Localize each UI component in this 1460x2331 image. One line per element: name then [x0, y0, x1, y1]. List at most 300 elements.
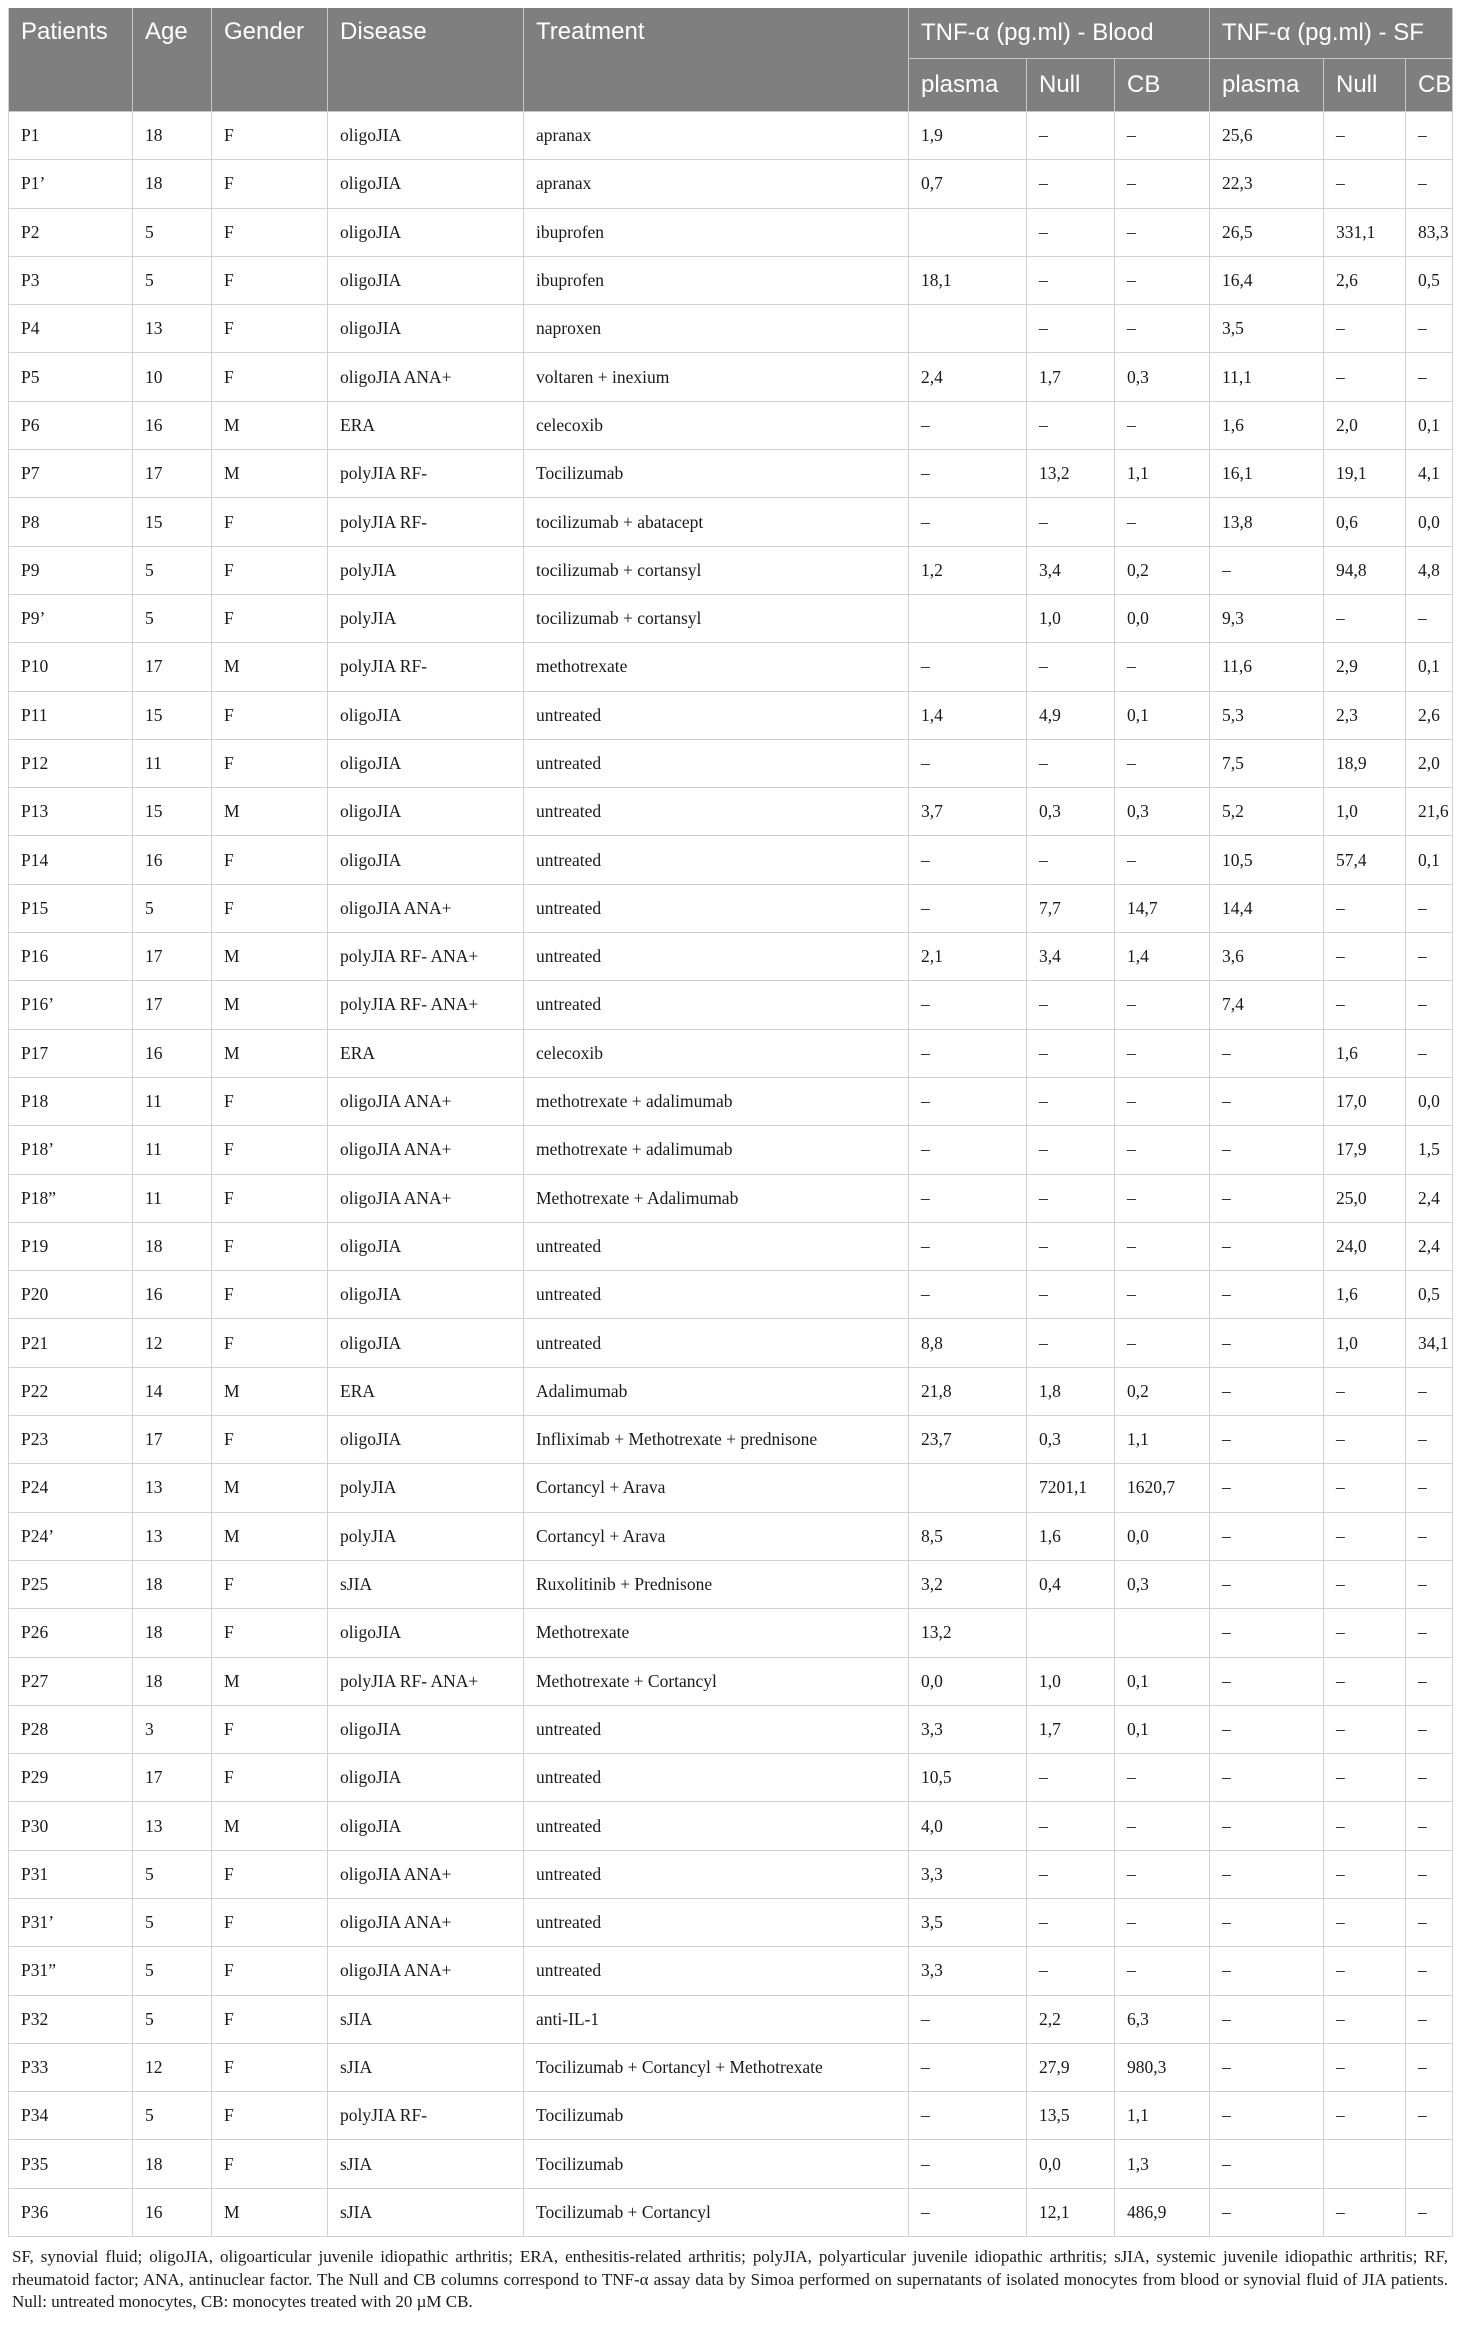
cell-sf-plasma: – [1210, 1126, 1324, 1174]
cell-sf-plasma: 5,3 [1210, 691, 1324, 739]
cell-gender: F [212, 546, 328, 594]
cell-sf-plasma: – [1210, 1850, 1324, 1898]
cell-blood-plasma: 3,2 [909, 1560, 1027, 1608]
cell-blood-cb [1115, 1609, 1210, 1657]
cell-sf-null: 1,6 [1324, 1029, 1406, 1077]
cell-blood-cb: – [1115, 1029, 1210, 1077]
cell-sf-null: 2,0 [1324, 401, 1406, 449]
cell-blood-plasma: – [909, 450, 1027, 498]
cell-disease: sJIA [328, 2188, 524, 2236]
cell-blood-plasma: 0,0 [909, 1657, 1027, 1705]
cell-age: 13 [133, 1512, 212, 1560]
cell-disease: oligoJIA [328, 1319, 524, 1367]
cell-sf-cb: – [1406, 981, 1453, 1029]
cell-blood-cb: – [1115, 401, 1210, 449]
cell-blood-cb: 0,3 [1115, 788, 1210, 836]
cell-blood-plasma: 4,0 [909, 1802, 1027, 1850]
cell-blood-cb: – [1115, 498, 1210, 546]
cell-gender: F [212, 1898, 328, 1946]
cell-sf-null: – [1324, 1754, 1406, 1802]
cell-blood-null: – [1027, 1802, 1115, 1850]
cell-disease: sJIA [328, 2140, 524, 2188]
cell-treatment: untreated [524, 884, 909, 932]
cell-age: 16 [133, 1029, 212, 1077]
cell-sf-cb: 83,3 [1406, 208, 1453, 256]
cell-blood-null: 27,9 [1027, 2043, 1115, 2091]
cell-age: 16 [133, 2188, 212, 2236]
cell-patient: P33 [9, 2043, 133, 2091]
cell-patient: P1’ [9, 160, 133, 208]
cell-age: 16 [133, 836, 212, 884]
cell-blood-plasma: 0,7 [909, 160, 1027, 208]
table-row [9, 305, 1453, 353]
cell-blood-null: 4,9 [1027, 691, 1115, 739]
cell-patient: P24’ [9, 1512, 133, 1560]
cell-sf-null: 19,1 [1324, 450, 1406, 498]
cell-blood-plasma: – [909, 2092, 1027, 2140]
cell-sf-cb: 0,0 [1406, 1077, 1453, 1125]
cell-treatment: methotrexate + adalimumab [524, 1077, 909, 1125]
cell-treatment: untreated [524, 836, 909, 884]
cell-sf-cb: 4,8 [1406, 546, 1453, 594]
cell-blood-plasma: 1,2 [909, 546, 1027, 594]
cell-disease: oligoJIA [328, 1222, 524, 1270]
cell-age: 5 [133, 2092, 212, 2140]
cell-age: 18 [133, 1560, 212, 1608]
cell-gender: M [212, 1802, 328, 1850]
cell-sf-cb: – [1406, 1947, 1453, 1995]
table-row [9, 739, 1453, 787]
cell-treatment: anti-IL-1 [524, 1995, 909, 2043]
cell-sf-cb: – [1406, 1416, 1453, 1464]
cell-treatment: Tocilizumab [524, 450, 909, 498]
cell-sf-null: – [1324, 1657, 1406, 1705]
cell-blood-null: – [1027, 981, 1115, 1029]
cell-blood-cb: 980,3 [1115, 2043, 1210, 2091]
cell-treatment: Cortancyl + Arava [524, 1512, 909, 1560]
cell-blood-plasma: – [909, 2140, 1027, 2188]
cell-blood-cb: 0,2 [1115, 1367, 1210, 1415]
cell-age: 17 [133, 1754, 212, 1802]
cell-blood-null: – [1027, 256, 1115, 304]
cell-sf-plasma: 14,4 [1210, 884, 1324, 932]
table-row [9, 884, 1453, 932]
cell-blood-plasma: – [909, 1222, 1027, 1270]
cell-sf-cb: 21,6 [1406, 788, 1453, 836]
cell-blood-cb: – [1115, 208, 1210, 256]
cell-blood-null: 13,5 [1027, 2092, 1115, 2140]
cell-sf-cb: – [1406, 1512, 1453, 1560]
cell-age: 16 [133, 401, 212, 449]
table-row [9, 788, 1453, 836]
cell-age: 17 [133, 643, 212, 691]
cell-blood-cb: 1,4 [1115, 933, 1210, 981]
cell-age: 18 [133, 1657, 212, 1705]
cell-blood-plasma: – [909, 981, 1027, 1029]
cell-age: 18 [133, 1222, 212, 1270]
cell-disease: ERA [328, 401, 524, 449]
cell-blood-plasma: 2,4 [909, 353, 1027, 401]
cell-treatment: untreated [524, 1271, 909, 1319]
cell-patient: P9’ [9, 594, 133, 642]
cell-blood-plasma: – [909, 884, 1027, 932]
cell-blood-plasma: – [909, 1995, 1027, 2043]
cell-disease: oligoJIA [328, 112, 524, 160]
cell-sf-cb: 0,1 [1406, 643, 1453, 691]
cell-gender: F [212, 884, 328, 932]
cell-blood-cb: – [1115, 643, 1210, 691]
cell-blood-null: 0,4 [1027, 1560, 1115, 1608]
cell-gender: F [212, 2140, 328, 2188]
cell-treatment: Tocilizumab + Cortancyl [524, 2188, 909, 2236]
table-row [9, 691, 1453, 739]
cell-gender: M [212, 1464, 328, 1512]
table-row [9, 1367, 1453, 1415]
cell-gender: F [212, 498, 328, 546]
cell-blood-cb: – [1115, 1222, 1210, 1270]
cell-treatment: Methotrexate + Adalimumab [524, 1174, 909, 1222]
table-row [9, 1222, 1453, 1270]
table-row [9, 498, 1453, 546]
cell-patient: P9 [9, 546, 133, 594]
cell-disease: oligoJIA ANA+ [328, 1174, 524, 1222]
cell-blood-null: – [1027, 160, 1115, 208]
cell-gender: F [212, 2043, 328, 2091]
cell-blood-plasma: 18,1 [909, 256, 1027, 304]
cell-patient: P32 [9, 1995, 133, 2043]
cell-sf-null: – [1324, 1995, 1406, 2043]
cell-patient: P30 [9, 1802, 133, 1850]
cell-disease: ERA [328, 1029, 524, 1077]
cell-age: 3 [133, 1705, 212, 1753]
cell-sf-plasma: – [1210, 1077, 1324, 1125]
cell-blood-null: 3,4 [1027, 933, 1115, 981]
cell-blood-cb: – [1115, 1898, 1210, 1946]
header-sf-group: TNF-α (pg.ml) - SF [1210, 8, 1453, 59]
cell-sf-null: – [1324, 1802, 1406, 1850]
cell-blood-null: 0,3 [1027, 1416, 1115, 1464]
cell-gender: M [212, 981, 328, 1029]
cell-treatment: untreated [524, 1222, 909, 1270]
cell-sf-null: – [1324, 112, 1406, 160]
cell-sf-plasma: – [1210, 2043, 1324, 2091]
cell-disease: polyJIA [328, 546, 524, 594]
cell-age: 18 [133, 160, 212, 208]
cell-blood-cb: – [1115, 112, 1210, 160]
cell-sf-plasma: – [1210, 1512, 1324, 1560]
cell-sf-plasma: – [1210, 1705, 1324, 1753]
cell-disease: oligoJIA [328, 1802, 524, 1850]
cell-age: 12 [133, 2043, 212, 2091]
cell-blood-cb: 486,9 [1115, 2188, 1210, 2236]
cell-sf-plasma: – [1210, 1947, 1324, 1995]
cell-disease: polyJIA [328, 594, 524, 642]
cell-sf-cb: – [1406, 1802, 1453, 1850]
cell-sf-cb: – [1406, 594, 1453, 642]
cell-sf-cb: 4,1 [1406, 450, 1453, 498]
table-footnote: SF, synovial fluid; oligoJIA, oligoarticular juvenile idiopathic arthritis; ERA, enthesitis-related arthritis; polyJIA, polyarticular juvenile idiopathic arthritis; sJIA, systemic juvenile idiopathic arthritis; RF, rheumatoid factor; ANA, antinuclear factor. The Null and CB columns correspond to TNF-α assay data by Simoa performed on supernatants of isolated monocytes from blood or synovial fluid of JIA patients. Null: untreated monocytes, CB: monocytes treated with 20 µM CB. [12, 2247, 1448, 2312]
table-row [9, 1077, 1453, 1125]
cell-disease: oligoJIA [328, 691, 524, 739]
cell-sf-cb: – [1406, 884, 1453, 932]
cell-sf-null: 25,0 [1324, 1174, 1406, 1222]
cell-blood-null: – [1027, 1222, 1115, 1270]
cell-patient: P2 [9, 208, 133, 256]
cell-blood-null [1027, 1609, 1115, 1657]
cell-patient: P4 [9, 305, 133, 353]
cell-blood-null: 0,3 [1027, 788, 1115, 836]
cell-sf-cb: 0,0 [1406, 498, 1453, 546]
table-row [9, 981, 1453, 1029]
cell-patient: P11 [9, 691, 133, 739]
cell-sf-plasma: 3,5 [1210, 305, 1324, 353]
cell-blood-null: – [1027, 1174, 1115, 1222]
table-row [9, 1754, 1453, 1802]
table-row [9, 1560, 1453, 1608]
cell-gender: F [212, 1126, 328, 1174]
cell-sf-plasma: – [1210, 1029, 1324, 1077]
cell-gender: F [212, 594, 328, 642]
cell-patient: P31” [9, 1947, 133, 1995]
cell-blood-null: 3,4 [1027, 546, 1115, 594]
cell-patient: P18 [9, 1077, 133, 1125]
cell-treatment: untreated [524, 691, 909, 739]
cell-gender: F [212, 256, 328, 304]
table-row [9, 1705, 1453, 1753]
cell-patient: P6 [9, 401, 133, 449]
cell-blood-null: – [1027, 401, 1115, 449]
cell-disease: oligoJIA [328, 160, 524, 208]
cell-sf-cb: – [1406, 1464, 1453, 1512]
cell-sf-null: 2,9 [1324, 643, 1406, 691]
cell-blood-cb: – [1115, 981, 1210, 1029]
cell-blood-cb: 14,7 [1115, 884, 1210, 932]
cell-treatment: celecoxib [524, 1029, 909, 1077]
cell-blood-null: – [1027, 1754, 1115, 1802]
cell-sf-plasma: – [1210, 1464, 1324, 1512]
table-row [9, 450, 1453, 498]
cell-treatment: ibuprofen [524, 256, 909, 304]
cell-blood-plasma: – [909, 498, 1027, 546]
cell-disease: oligoJIA [328, 788, 524, 836]
cell-gender: M [212, 788, 328, 836]
cell-blood-null: – [1027, 305, 1115, 353]
cell-age: 12 [133, 1319, 212, 1367]
cell-blood-plasma: 23,7 [909, 1416, 1027, 1464]
cell-disease: polyJIA RF- ANA+ [328, 933, 524, 981]
cell-patient: P16 [9, 933, 133, 981]
cell-gender: M [212, 933, 328, 981]
cell-blood-cb: 1620,7 [1115, 1464, 1210, 1512]
header-blood-plasma: plasma [909, 59, 1027, 112]
cell-gender: F [212, 1995, 328, 2043]
cell-treatment: untreated [524, 739, 909, 787]
cell-sf-null: – [1324, 1512, 1406, 1560]
header-blood-group: TNF-α (pg.ml) - Blood [909, 8, 1210, 59]
cell-age: 17 [133, 450, 212, 498]
cell-blood-null: – [1027, 1319, 1115, 1367]
cell-sf-null: – [1324, 2092, 1406, 2140]
cell-sf-cb: – [1406, 2092, 1453, 2140]
cell-blood-plasma [909, 594, 1027, 642]
cell-blood-plasma: 13,2 [909, 1609, 1027, 1657]
cell-gender: M [212, 1367, 328, 1415]
cell-blood-null: – [1027, 1126, 1115, 1174]
cell-treatment: celecoxib [524, 401, 909, 449]
cell-treatment: untreated [524, 933, 909, 981]
table-row [9, 160, 1453, 208]
cell-sf-null: – [1324, 1367, 1406, 1415]
cell-patient: P25 [9, 1560, 133, 1608]
cell-blood-null: 2,2 [1027, 1995, 1115, 2043]
cell-treatment: untreated [524, 788, 909, 836]
cell-blood-plasma: – [909, 739, 1027, 787]
cell-blood-null: – [1027, 498, 1115, 546]
header-sf-cb: CB [1406, 59, 1453, 112]
cell-sf-cb: – [1406, 1609, 1453, 1657]
cell-blood-null: 0,0 [1027, 2140, 1115, 2188]
cell-gender: F [212, 1077, 328, 1125]
cell-sf-null: 2,6 [1324, 256, 1406, 304]
cell-blood-cb: – [1115, 1174, 1210, 1222]
cell-sf-null: – [1324, 1850, 1406, 1898]
cell-patient: P35 [9, 2140, 133, 2188]
cell-patient: P22 [9, 1367, 133, 1415]
cell-gender: F [212, 1609, 328, 1657]
cell-treatment: Cortancyl + Arava [524, 1464, 909, 1512]
cell-blood-cb: – [1115, 1271, 1210, 1319]
cell-disease: oligoJIA ANA+ [328, 1947, 524, 1995]
cell-sf-plasma: – [1210, 1416, 1324, 1464]
cell-gender: F [212, 1222, 328, 1270]
cell-sf-null: – [1324, 1947, 1406, 1995]
cell-blood-cb: 1,1 [1115, 1416, 1210, 1464]
cell-sf-plasma: 10,5 [1210, 836, 1324, 884]
cell-blood-cb: 0,1 [1115, 1705, 1210, 1753]
cell-disease: polyJIA [328, 1464, 524, 1512]
cell-treatment: untreated [524, 1319, 909, 1367]
cell-blood-null: – [1027, 1077, 1115, 1125]
cell-sf-plasma: – [1210, 1560, 1324, 1608]
cell-sf-plasma: 16,1 [1210, 450, 1324, 498]
cell-blood-plasma: 8,5 [909, 1512, 1027, 1560]
cell-treatment: voltaren + inexium [524, 353, 909, 401]
table-row [9, 1657, 1453, 1705]
cell-gender: F [212, 1705, 328, 1753]
cell-blood-plasma: 2,1 [909, 933, 1027, 981]
cell-sf-null: – [1324, 1560, 1406, 1608]
cell-blood-null: 7201,1 [1027, 1464, 1115, 1512]
cell-treatment: naproxen [524, 305, 909, 353]
cell-patient: P27 [9, 1657, 133, 1705]
cell-age: 15 [133, 498, 212, 546]
cell-sf-cb: – [1406, 2043, 1453, 2091]
cell-sf-plasma: – [1210, 1222, 1324, 1270]
cell-sf-plasma: 25,6 [1210, 112, 1324, 160]
cell-sf-cb: 34,1 [1406, 1319, 1453, 1367]
cell-age: 5 [133, 256, 212, 304]
cell-sf-null: 1,6 [1324, 1271, 1406, 1319]
cell-treatment: apranax [524, 112, 909, 160]
cell-sf-plasma: 16,4 [1210, 256, 1324, 304]
cell-disease: oligoJIA ANA+ [328, 884, 524, 932]
cell-age: 11 [133, 1077, 212, 1125]
cell-disease: oligoJIA [328, 836, 524, 884]
cell-blood-cb: 0,3 [1115, 353, 1210, 401]
cell-sf-plasma: – [1210, 1898, 1324, 1946]
cell-gender: F [212, 691, 328, 739]
cell-treatment: ibuprofen [524, 208, 909, 256]
cell-blood-plasma [909, 208, 1027, 256]
cell-disease: sJIA [328, 1560, 524, 1608]
cell-treatment: Infliximab + Methotrexate + prednisone [524, 1416, 909, 1464]
table-row [9, 643, 1453, 691]
cell-age: 15 [133, 788, 212, 836]
cell-blood-null: 1,7 [1027, 353, 1115, 401]
cell-blood-cb: – [1115, 1850, 1210, 1898]
cell-disease: oligoJIA [328, 1271, 524, 1319]
cell-disease: oligoJIA [328, 1754, 524, 1802]
cell-blood-cb: – [1115, 305, 1210, 353]
cell-blood-plasma [909, 305, 1027, 353]
cell-sf-plasma: 11,6 [1210, 643, 1324, 691]
cell-blood-cb: – [1115, 160, 1210, 208]
header-treatment: Treatment [524, 8, 909, 112]
table-container [8, 8, 1452, 2331]
cell-patient: P14 [9, 836, 133, 884]
cell-sf-null: 1,0 [1324, 788, 1406, 836]
cell-sf-null: – [1324, 2043, 1406, 2091]
cell-sf-cb: – [1406, 1560, 1453, 1608]
cell-gender: M [212, 1657, 328, 1705]
cell-sf-plasma: – [1210, 1657, 1324, 1705]
cell-blood-cb: – [1115, 1754, 1210, 1802]
cell-disease: polyJIA RF- ANA+ [328, 981, 524, 1029]
cell-disease: oligoJIA [328, 256, 524, 304]
cell-blood-null: – [1027, 739, 1115, 787]
cell-gender: M [212, 450, 328, 498]
cell-blood-cb: 0,2 [1115, 546, 1210, 594]
header-patients: Patients [9, 8, 133, 112]
table-row [9, 1947, 1453, 1995]
cell-sf-null: 17,0 [1324, 1077, 1406, 1125]
cell-disease: polyJIA RF- [328, 450, 524, 498]
cell-treatment: untreated [524, 1898, 909, 1946]
cell-sf-plasma: – [1210, 1995, 1324, 2043]
cell-blood-cb: – [1115, 1319, 1210, 1367]
cell-gender: F [212, 112, 328, 160]
cell-sf-null [1324, 2140, 1406, 2188]
table-body [9, 112, 1453, 2237]
cell-age: 13 [133, 1464, 212, 1512]
cell-patient: P29 [9, 1754, 133, 1802]
cell-sf-plasma: 7,4 [1210, 981, 1324, 1029]
table-row [9, 1464, 1453, 1512]
cell-blood-cb: 0,1 [1115, 691, 1210, 739]
cell-sf-null: 57,4 [1324, 836, 1406, 884]
table-row [9, 546, 1453, 594]
cell-disease: oligoJIA [328, 739, 524, 787]
table-row [9, 2043, 1453, 2091]
cell-patient: P15 [9, 884, 133, 932]
cell-blood-plasma: – [909, 2188, 1027, 2236]
cell-gender: F [212, 1319, 328, 1367]
cell-age: 13 [133, 1802, 212, 1850]
header-gender: Gender [212, 8, 328, 112]
cell-sf-cb: – [1406, 1029, 1453, 1077]
table-row [9, 208, 1453, 256]
table-row [9, 353, 1453, 401]
